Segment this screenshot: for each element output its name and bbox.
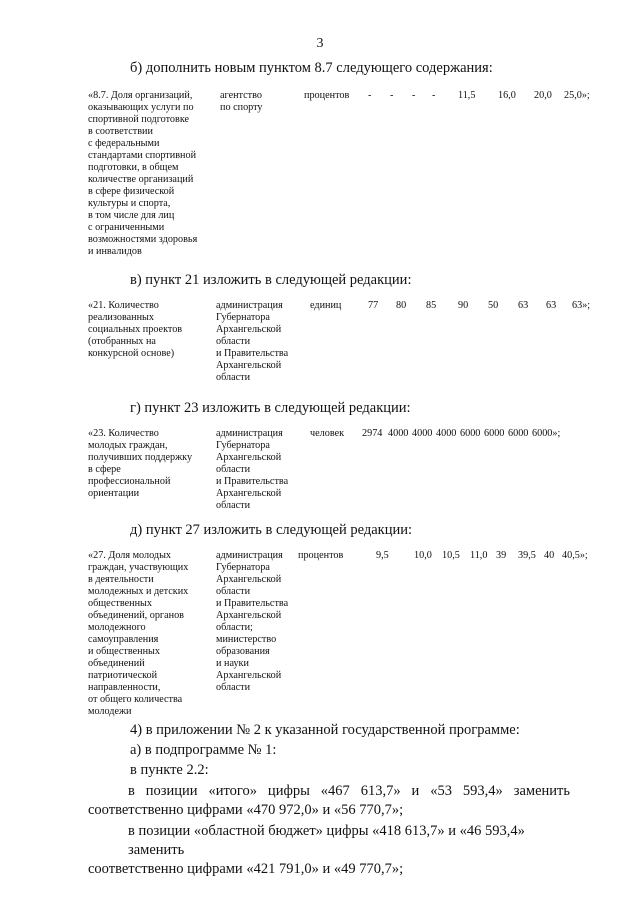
section-g-heading: г) пункт 23 изложить в следующей редакции: xyxy=(130,400,411,416)
unit-of-measure: единиц xyxy=(310,300,342,311)
indicator-name: «27. Доля молодых граждан, участвующих в деятельности молодежных и детских общественных объединений, органов молодежного самоуправления и общественных объединений патриотической направленности, от общего количества молодежи xyxy=(88,550,189,717)
paragraph-regional-budget-position xyxy=(88,822,570,879)
paragraph-total-position xyxy=(88,782,570,820)
value-cell: 6000»; xyxy=(532,428,561,439)
paragraph-line: в позиции «итого» цифры «467 613,7» и «53 593,4» заменить xyxy=(128,783,570,799)
value-cell: 90 xyxy=(458,300,469,311)
value-cell: 11,5 xyxy=(458,90,476,101)
value-cell: 11,0 xyxy=(470,550,488,561)
value-cell: 50 xyxy=(488,300,499,311)
indicator-name: «21. Количество реализованных социальных проектов (отобранных на конкурсной основе) xyxy=(88,300,183,359)
unit-of-measure: процентов xyxy=(304,90,350,101)
paragraph-line: соответственно цифрами «421 791,0» и «49 770,7»; xyxy=(88,861,404,877)
value-cell: - xyxy=(412,90,416,101)
value-cell: 4000 xyxy=(388,428,409,439)
value-cell: 6000 xyxy=(484,428,505,439)
responsible-executor: администрация Губернатора Архангельской области и Правительства Архангельской области xyxy=(216,428,289,511)
value-cell: 63 xyxy=(546,300,557,311)
value-cell: 63 xyxy=(518,300,529,311)
value-cell: 10,5 xyxy=(442,550,460,561)
value-cell: 2974 xyxy=(362,428,383,439)
value-cell: - xyxy=(432,90,436,101)
page-number: 3 xyxy=(316,36,324,51)
section-v-heading: в) пункт 21 изложить в следующей редакции: xyxy=(130,272,412,288)
paragraph-appendix-2: 4) в приложении № 2 к указанной государственной программе: xyxy=(130,722,520,738)
value-cell: 16,0 xyxy=(498,90,516,101)
value-cell: 4000 xyxy=(436,428,457,439)
section-d-heading: д) пункт 27 изложить в следующей редакции: xyxy=(130,522,412,538)
responsible-executor: администрация Губернатора Архангельской области и Правительства Архангельской области; министерство образования и науки Архангельской области xyxy=(216,550,289,693)
section-b-heading: б) дополнить новым пунктом 8.7 следующего содержания: xyxy=(130,60,493,76)
value-cell: 80 xyxy=(396,300,407,311)
indicator-name: «23. Количество молодых граждан, получивших поддержку в сфере профессиональной ориентации xyxy=(88,428,193,499)
value-cell: 63»; xyxy=(572,300,591,311)
value-cell: 20,0 xyxy=(534,90,552,101)
value-cell: 39,5 xyxy=(518,550,536,561)
value-cell: 39 xyxy=(496,550,507,561)
paragraph-subprogram-1: а) в подпрограмме № 1: xyxy=(130,742,277,758)
paragraph-point-2-2: в пункте 2.2: xyxy=(130,762,209,778)
value-cell: 6000 xyxy=(508,428,529,439)
responsible-executor: администрация Губернатора Архангельской области и Правительства Архангельской области xyxy=(216,300,289,383)
value-cell: 6000 xyxy=(460,428,481,439)
value-cell: 77 xyxy=(368,300,379,311)
paragraph-line: соответственно цифрами «470 972,0» и «56 770,7»; xyxy=(88,802,404,818)
value-cell: 25,0»; xyxy=(564,90,590,101)
paragraph-line: в позиции «областной бюджет» цифры «418 613,7» и «46 593,4» заменить xyxy=(128,823,525,858)
value-cell: 85 xyxy=(426,300,437,311)
value-cell: 4000 xyxy=(412,428,433,439)
unit-of-measure: человек xyxy=(310,428,345,439)
value-cell: 40,5»; xyxy=(562,550,588,561)
value-cell: 40 xyxy=(544,550,555,561)
value-cell: - xyxy=(390,90,394,101)
value-cell: - xyxy=(368,90,372,101)
value-cell: 10,0 xyxy=(414,550,432,561)
value-cell: 9,5 xyxy=(376,550,389,561)
responsible-executor: агентство по спорту xyxy=(220,90,263,113)
indicator-name: «8.7. Доля организаций, оказывающих услуги по спортивной подготовке в соответствии с федеральными стандартами спортивной подготовки, в общем количестве организаций в сфере физической культуры и спорта, в том числе для лиц с ограниченными возможностями здоровья и инвалидов xyxy=(88,90,198,257)
unit-of-measure: процентов xyxy=(298,550,344,561)
